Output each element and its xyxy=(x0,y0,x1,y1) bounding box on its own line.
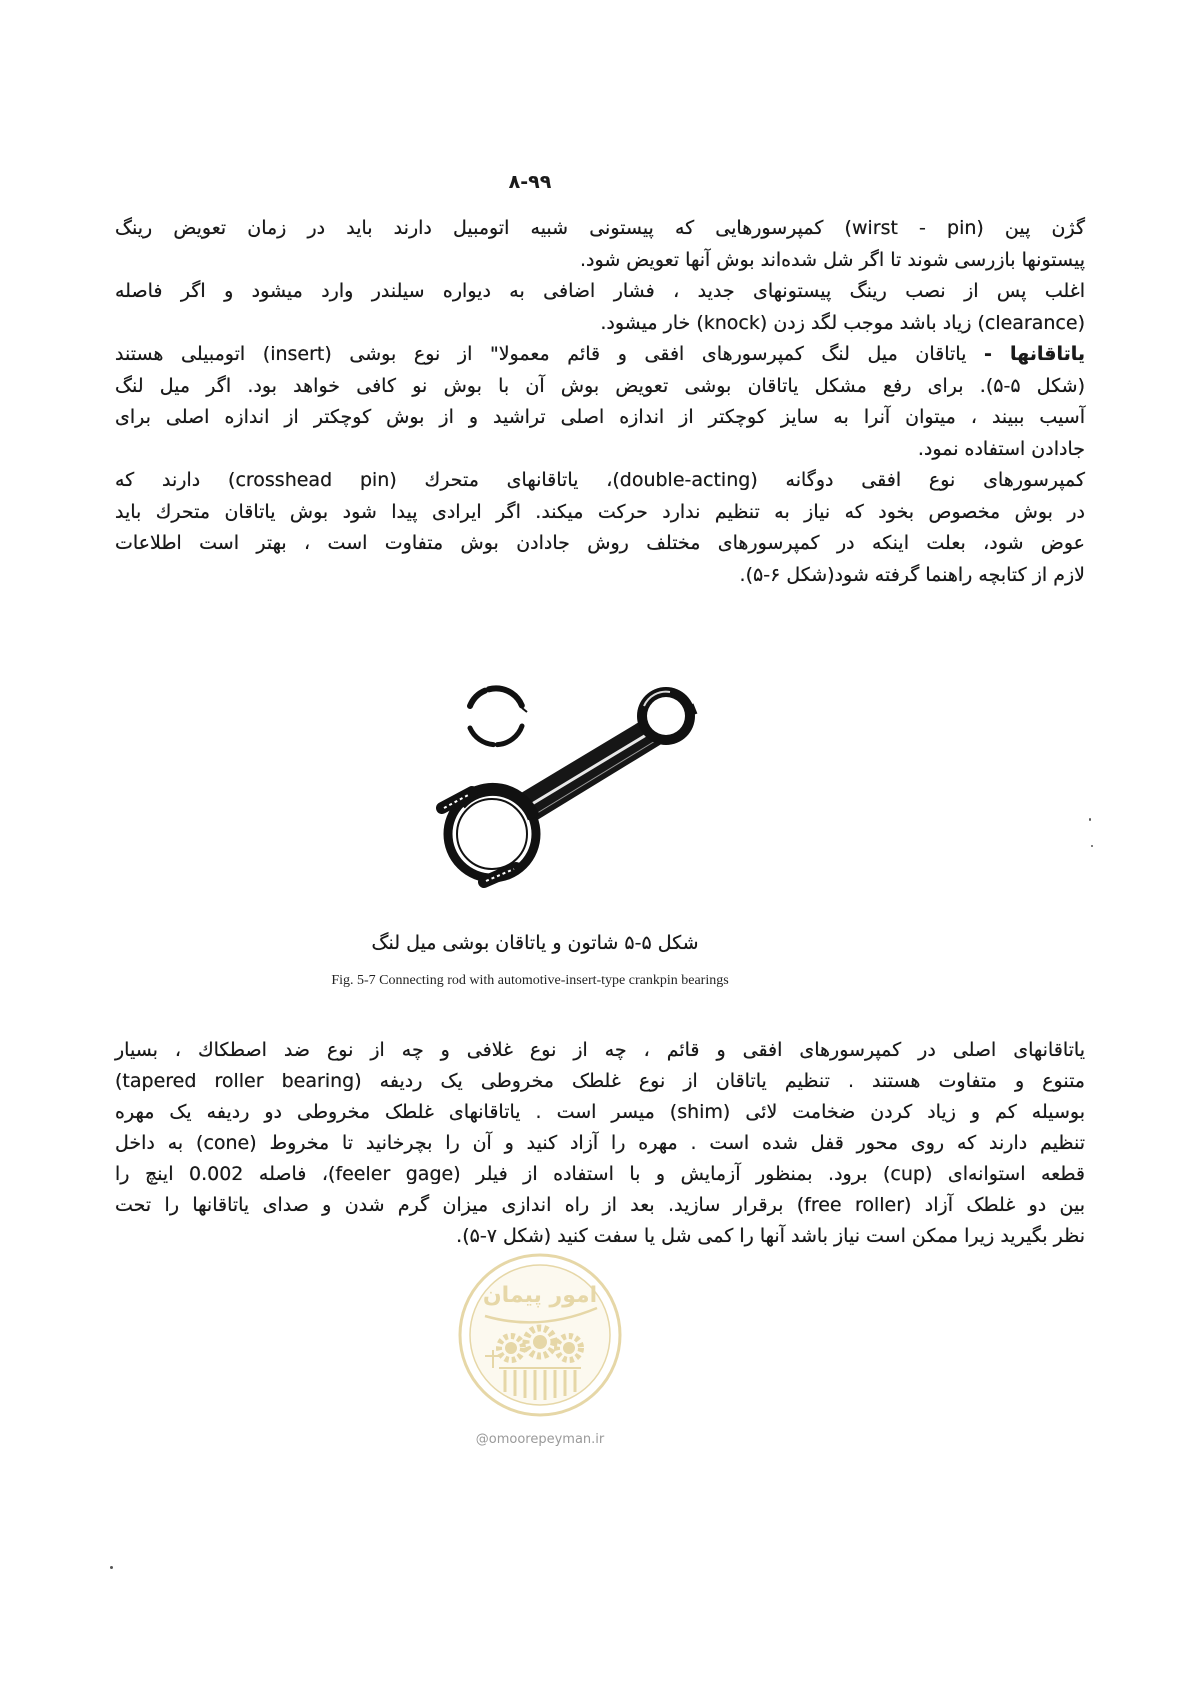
text-line: قطعه استوانه‌ای (cup) برود. بمنظور آزمایش و با استفاده از فیلر (feeler gage)، فاصله 0.002 اینچ را xyxy=(115,1163,1086,1185)
text-line: بین دو غلطک آزاد (free roller) برقرار سازید. بعد از راه اندازی میزان گرم شدن و صدای یاتاقانها را تحت xyxy=(115,1194,1085,1216)
text-line: بوسیله کم و زیاد کردن ضخامت لائی (shim) میسر است . یاتاقانهای غلطک مخروطی دو ردیفه یک مهره xyxy=(115,1101,1085,1123)
text-line: متنوع و متفاوت هستند . تنظیم یاتاقان از نوع غلطک مخروطی یک ردیفه (tapered roller bearing) xyxy=(115,1070,1085,1092)
text-line xyxy=(115,339,1085,371)
big-end xyxy=(442,789,536,882)
paragraph-main-bearings xyxy=(115,1035,1085,1252)
shell-tab xyxy=(522,708,527,712)
text-line: تنظیم دارند که روی محور قفل شده است . مهره را آزاد کنید و آن را بچرخانید تا مخروط (cone) به داخل xyxy=(115,1132,1085,1154)
text-line: پیستونها بازرسی شوند تا اگر شل شده‌اند بوش آنها تعویض شود. xyxy=(580,248,1085,271)
bearing-shells xyxy=(470,688,527,744)
rod-highlight xyxy=(527,729,656,807)
text-line: آسیب ببیند ، میتوان آنرا به سایز کوچکتر از اندازه اصلی تراشید و از بوش کوچکتر از اندازه اصلی برای xyxy=(115,406,1085,428)
text-line: کمپرسورهای نوع افقی دوگانه (double-acting)، یاتاقانهای متحرك (crosshead pin) دارند که xyxy=(115,469,1085,491)
scan-speck xyxy=(1089,818,1091,821)
text-line: اغلب پس از نصب رینگ پیستونهای جدید ، فشار اضافی به دیواره سیلندر وارد میشود و اگر فاصله xyxy=(115,280,1085,302)
text-line: جادادن استفاده نمود. xyxy=(917,437,1085,460)
text-line: (شکل ۵-۵). برای رفع مشکل یاتاقان بوشی تعویض بوش آن با بوش نو کافی خواهد بود. اگر میل لنگ xyxy=(115,374,1085,397)
big-end-bearing xyxy=(457,799,527,869)
connecting-rod-figure xyxy=(430,668,720,896)
body-text-bottom xyxy=(115,1035,1085,1252)
text-line: لازم از کتابچه راهنما گرفته شود(شکل ۶-۵). xyxy=(739,563,1085,586)
figure-caption-persian: شکل ۵-۵ شاتون و یاتاقان بوشی میل لنگ xyxy=(371,932,699,954)
body-text-top xyxy=(115,213,1085,591)
watermark-url: @omoorepeyman.ir xyxy=(475,1432,605,1447)
paragraph-piston-rings xyxy=(115,276,1085,339)
text-line: عوض شود، بعلت اینکه در کمپرسورهای مختلف روش جادادن بوش متفاوت است ، بهتر است اطلاعات xyxy=(115,532,1085,554)
small-end-bore xyxy=(647,697,685,735)
paragraph-bearings xyxy=(115,339,1085,465)
connecting-rod xyxy=(442,687,696,882)
text-line: در بوش مخصوص بخود که نیاز به تنظیم ندارد حرکت میکند. اگر ایرادی پیدا شود بوش یاتاقان متحرك باید xyxy=(115,500,1085,523)
scan-speck xyxy=(110,1566,113,1569)
upper-bearing-shell xyxy=(470,688,522,706)
text-line: (clearance) زیاد باشد موجب لگد زدن (knock) خار میشود. xyxy=(600,311,1085,334)
seal-logo-text: امور پیمان xyxy=(482,1283,598,1308)
lower-bearing-shell xyxy=(470,726,522,745)
section-heading: یاتاقانها - xyxy=(983,343,1085,365)
paragraph-crosshead xyxy=(115,465,1085,591)
text-line: گژن پین (wirst - pin) کمپرسورهایی که پیستونی شبیه اتومبیل دارند باید در زمان تعویض رینگ xyxy=(115,217,1086,239)
figure-caption-english: Fig. 5-7 Connecting rod with automotive-insert-type crankpin bearings xyxy=(331,973,729,988)
text-line: یاتاقانهای اصلی در کمپرسورهای افقی و قائم ، چه از نوع غلافی و چه از نوع ضد اصطکاك ، بسیار xyxy=(115,1039,1085,1061)
page-number: ۸-۹۹ xyxy=(508,171,552,193)
small-end xyxy=(637,687,696,745)
watermark-seal xyxy=(455,1250,625,1420)
text-line: نظر بگیرید زیرا ممکن است نیاز باشد آنها را کمی شل یا سفت کنید (شکل ۷-۵). xyxy=(456,1225,1085,1247)
paragraph-piston-pin xyxy=(115,213,1085,276)
text-line-rest: یاتاقان میل لنگ کمپرسورهای افقی و قائم معمولا" از نوع بوشی (insert) اتومبیلی هستند xyxy=(115,343,967,365)
scan-speck xyxy=(1091,845,1093,847)
